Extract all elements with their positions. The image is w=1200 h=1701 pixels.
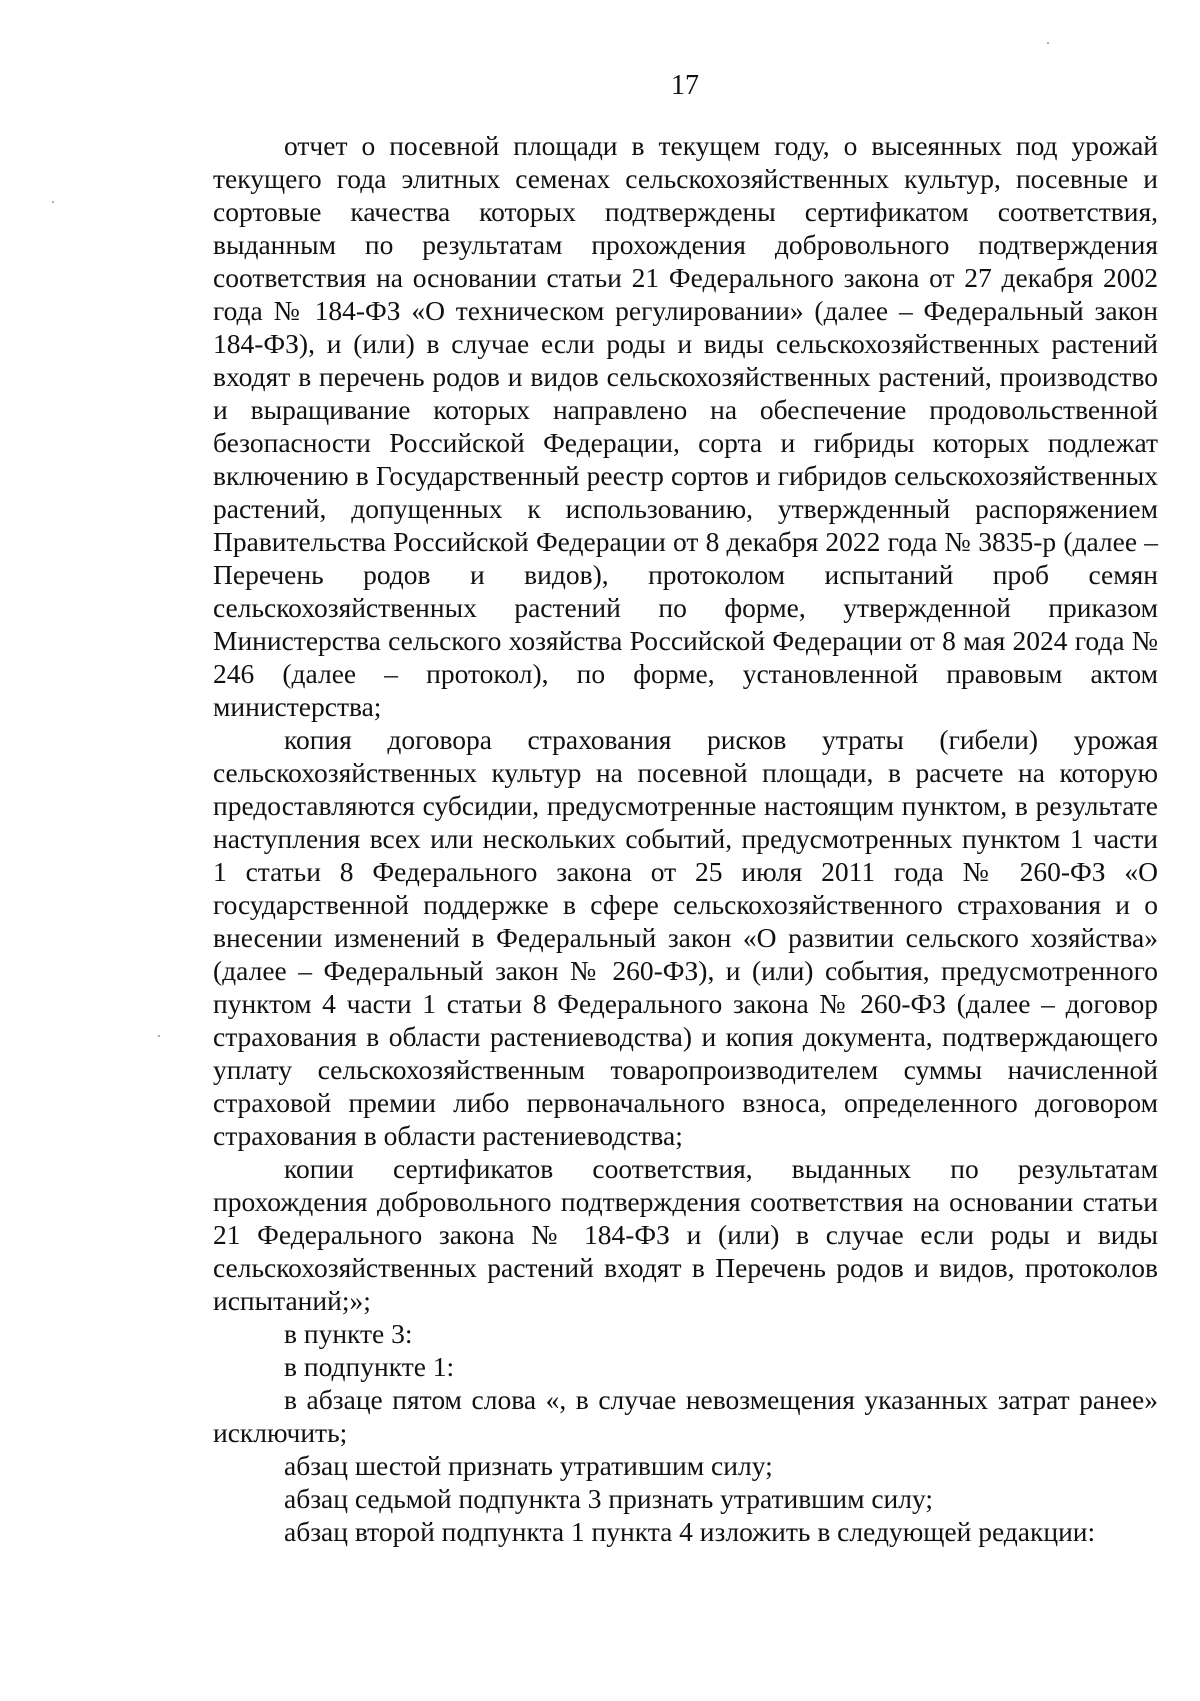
paragraph-report: отчет о посевной площади в текущем году, о высеянных под урожай текущего года элитных семенах сельскохозяйственных культур, посевные и сортовые качества которых подтверждены сертификатом соответствия, выданным по результатам прохождения добровольного подтверждения соответствия на основании статьи 21 Федерального закона от 27 декабря 2002 года № 184-ФЗ «О техническом регулировании» (далее – Федеральный закон 184-ФЗ), и (или) в случае если роды и виды сельскохозяйственных растений входят в перечень родов и видов сельскохозяйственных растений, производство и выращивание которых направлено на обеспечение продовольственной безопасности Российской Федерации, сорта и гибриды которых подлежат включению в Государственный реестр сортов и гибридов сельскохозяйственных растений, допущенных к использованию, утвержденный распоряжением Правительства Российской Федерации от 8 декабря 2022 года № 3835-р (далее – Перечень родов и видов), протоколом испытаний проб семян сельскохозяйственных растений по форме, утвержденной приказом Министерства сельского хозяйства Российской Федерации от 8 мая 2024 года № 246 (далее – протокол), по форме, установленной правовым актом министерства; xyxy=(213,130,1158,722)
paragraph-sixth-abzac: абзац шестой признать утратившим силу; xyxy=(284,1450,773,1481)
scan-speck xyxy=(52,201,54,203)
paragraph-fifth-abzac: в абзаце пятом слова «, в случае невозмещения указанных затрат ранее» исключить; xyxy=(213,1384,1158,1448)
paragraph-subitem-1: в подпункте 1: xyxy=(284,1351,455,1382)
paragraph-seventh-abzac: абзац седьмой подпункта 3 признать утратившим силу; xyxy=(284,1483,934,1514)
scan-speck xyxy=(158,1035,160,1037)
page-number: 17 xyxy=(671,70,699,101)
document-body xyxy=(213,129,1158,1548)
paragraph-certificates: копии сертификатов соответствия, выданных по результатам прохождения добровольного подтверждения соответствия на основании статьи 21 Федерального закона № 184-ФЗ и (или) в случае если роды и виды сельскохозяйственных растений входят в Перечень родов и видов, протоколов испытаний;»; xyxy=(213,1153,1158,1316)
paragraph-second-abzac: абзац второй подпункта 1 пункта 4 изложить в следующей редакции: xyxy=(284,1516,1096,1547)
paragraph-item-3: в пункте 3: xyxy=(284,1318,413,1349)
scan-speck xyxy=(1047,42,1049,44)
paragraph-insurance-contract: копия договора страхования рисков утраты (гибели) урожая сельскохозяйственных культур на посевной площади, в расчете на которую предоставляются субсидии, предусмотренные настоящим пунктом, в результате наступления всех или нескольких событий, предусмотренных пунктом 1 части 1 статьи 8 Федерального закона от 25 июля 2011 года № 260-ФЗ «О государственной поддержке в сфере сельскохозяйственного страхования и о внесении изменений в Федеральный закон «О развитии сельского хозяйства» (далее – Федеральный закон № 260-ФЗ), и (или) события, предусмотренного пунктом 4 части 1 статьи 8 Федерального закона № 260-ФЗ (далее – договор страхования в области растениеводства) и копия документа, подтверждающего уплату сельскохозяйственным товаропроизводителем суммы начисленной страховой премии либо первоначального взноса, определенного договором страхования в области растениеводства; xyxy=(213,724,1158,1151)
